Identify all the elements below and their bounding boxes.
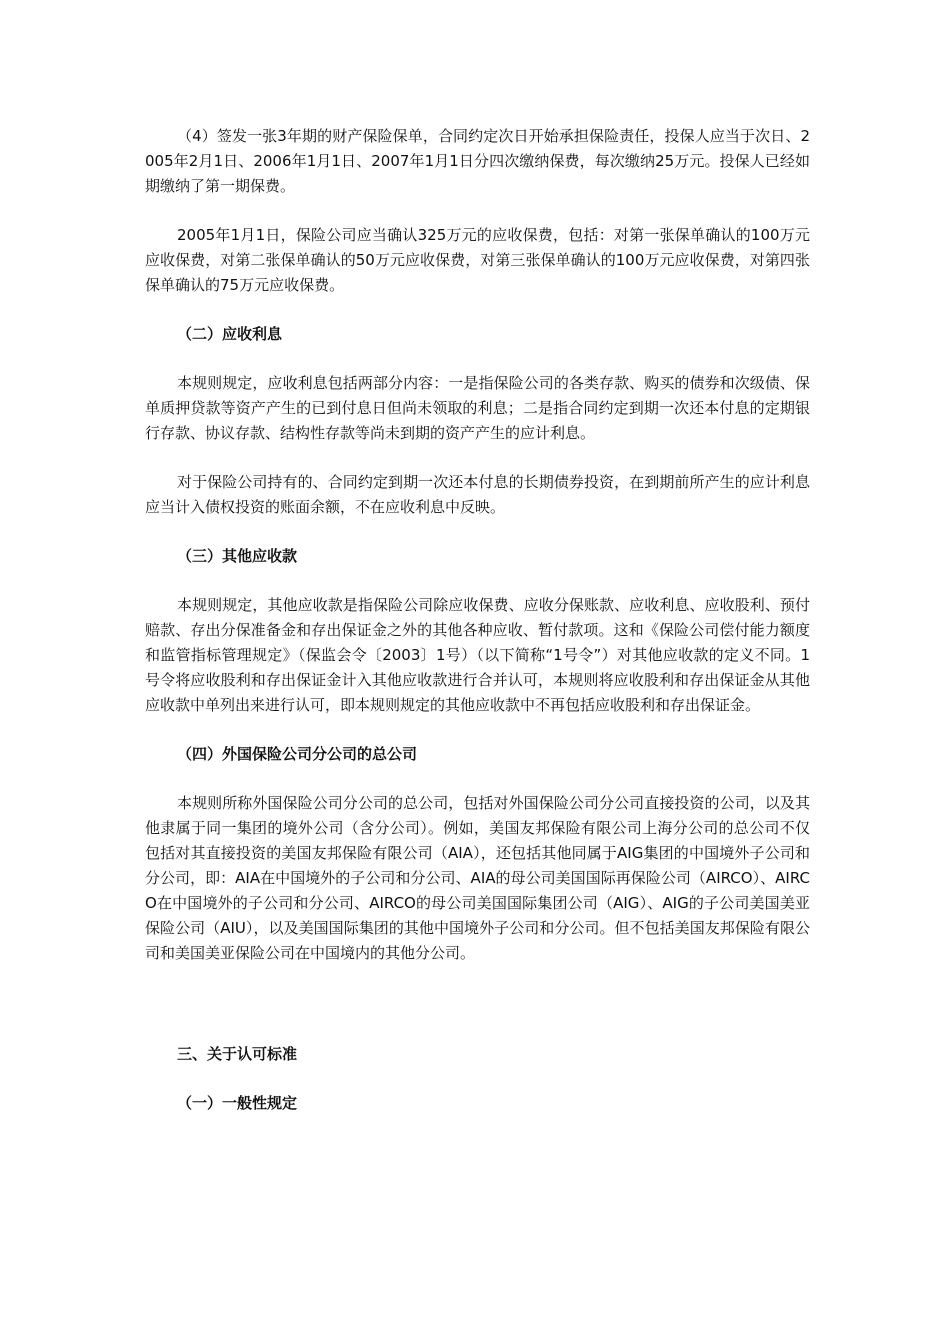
heading-other-receivables: （三）其他应收款 <box>177 547 298 565</box>
heading-section-recognition-standards: 三、关于认可标准 <box>177 1045 298 1063</box>
paragraph-other-receivables-definition: 本规则规定，其他应收款是指保险公司除应收保费、应收分保账款、应收利息、应收股利、预付赔款、存出分保准备金和存出保证金之外的其他各种应收、暂付款项。这和《保险公司偿付能力额度和监管指标管理规定》（保监会令〔2003〕1号）（以下简称“1号令”）对其他应收款的定义不同。1号令将应收股利和存出保证金计入其他应收款进行合并认可，本规则将应收股利和存出保证金从其他应收款中单列出来进行认可，即本规则规定的其他应收款中不再包括应收股利和存出保证金。 <box>145 596 810 714</box>
paragraph-bond-interest: 对于保险公司持有的、合同约定到期一次还本付息的长期债券投资，在到期前所产生的应计利息应当计入债权投资的账面余额，不在应收利息中反映。 <box>145 473 810 516</box>
paragraph-head-office-definition: 本规则所称外国保险公司分公司的总公司，包括对外国保险公司分公司直接投资的公司，以及其他隶属于同一集团的境外公司（含分公司）。例如，美国友邦保险有限公司上海分公司的总公司不仅包括对其直接投资的美国友邦保险有限公司（AIA），还包括其他同属于AIG集团的中国境外子公司和分公司，即：AIA在中国境外的子公司和分公司、AIA的母公司美国国际再保险公司（AIRCO）、AIRCO在中国境外的子公司和分公司、AIRCO的母公司美国国际集团公司（AIG）、AIG的子公司美国美亚保险公司（AIU），以及美国国际集团的其他中国境外子公司和分公司。但不包括美国友邦保险有限公司和美国美亚保险公司在中国境内的其他分公司。 <box>145 794 810 962</box>
heading-general-provisions: （一）一般性规定 <box>177 1094 298 1112</box>
heading-receivable-interest: （二）应收利息 <box>177 325 283 343</box>
paragraph-interest-definition: 本规则规定，应收利息包括两部分内容：一是指保险公司的各类存款、购买的债券和次级债、保单质押贷款等资产产生的已到付息日但尚未领取的利息；二是指合同约定到期一次还本付息的定期银行存款、协议存款、结构性存款等尚未到期的资产产生的应计利息。 <box>145 374 810 442</box>
document-page <box>145 124 810 1116</box>
heading-head-office: （四）外国保险公司分公司的总公司 <box>177 745 418 763</box>
paragraph-policy-example-4: （4）签发一张3年期的财产保险保单，合同约定次日开始承担保险责任，投保人应当于次日、2005年2月1日、2006年1月1日、2007年1月1日分四次缴纳保费，每次缴纳25万元。投保人已经如期缴纳了第一期保费。 <box>145 127 810 195</box>
paragraph-receivable-summary: 2005年1月1日，保险公司应当确认325万元的应收保费，包括：对第一张保单确认的100万元应收保费，对第二张保单确认的50万元应收保费，对第三张保单确认的100万元应收保费，对第四张保单确认的75万元应收保费。 <box>145 226 810 294</box>
